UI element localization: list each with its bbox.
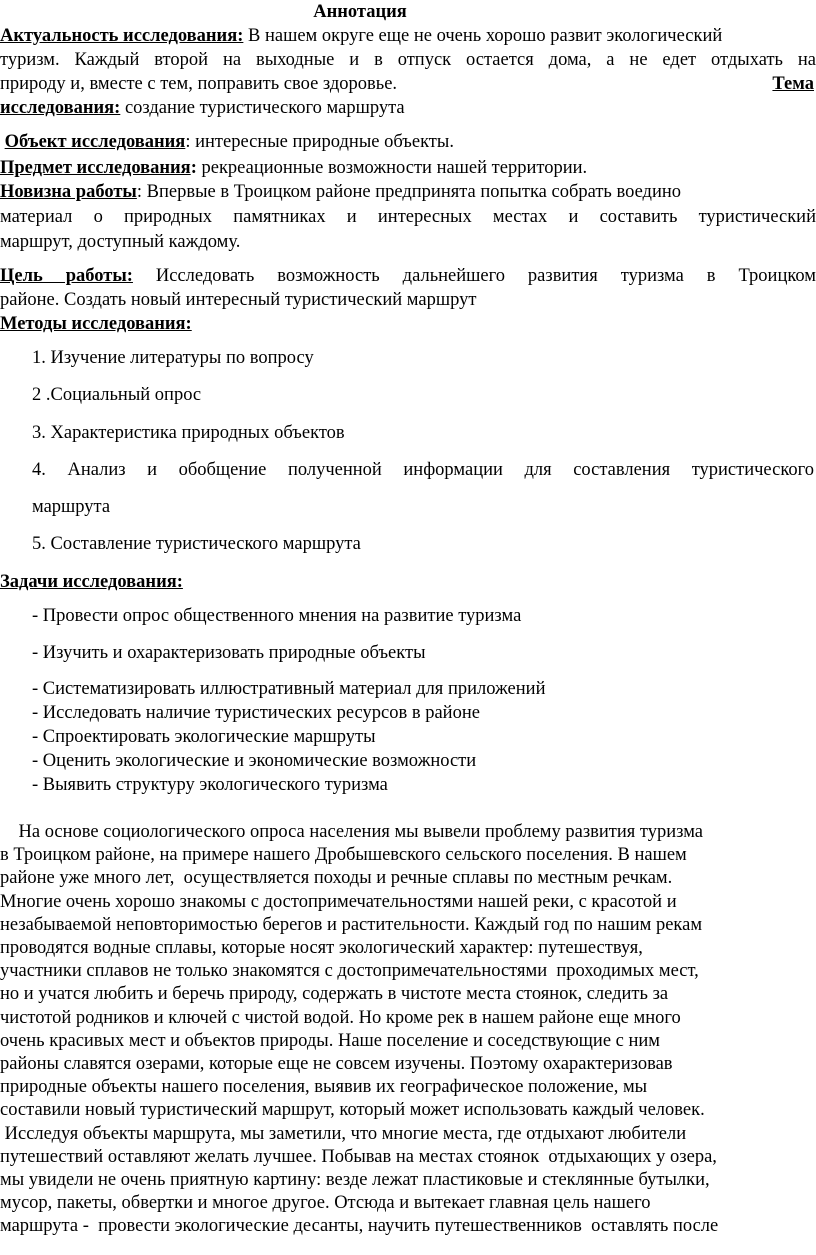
body-line: мусор, пакеты, обвертки и многое другое. Отсюда и вытекает главная цель нашего — [0, 1193, 651, 1214]
task-item: - Провести опрос общественного мнения на развитие туризма — [32, 606, 522, 626]
relevance-label: Актуальность исследования: — [0, 26, 244, 46]
subject-text: рекреационные возможности нашей территории. — [196, 158, 588, 178]
relevance-line-3 — [0, 72, 816, 96]
novelty-line-1 — [0, 180, 816, 204]
method-item: 5. Составление туристического маршрута — [32, 534, 361, 554]
body-line: очень красивых мест и объектов природы. Наше поселение и соседствующие с ним — [0, 1030, 661, 1051]
body-line: чистотой родников и ключей с чистой водой. Но кроме рек в нашем районе еще много — [0, 1007, 681, 1028]
goal-text-1: Исследовать возможность дальнейшего развития туризма в Троицком — [132, 266, 816, 286]
topic-label-part-1: Тема — [772, 74, 814, 94]
task-item: - Выявить структуру экологического туризма — [32, 775, 388, 795]
relevance-line-2: туризм. Каждый второй на выходные и в отпуск остается дома, а не едет отдыхать на — [0, 50, 816, 70]
relevance-text-1: В нашем округе еще не очень хорошо развит экологический — [243, 26, 723, 46]
document-title: Аннотация — [313, 2, 407, 22]
body-line: районы славятся озерами, которые еще не совсем изучены. Поэтому охарактеризовав — [0, 1054, 673, 1074]
methods-heading — [0, 312, 816, 336]
method-item: 4. Анализ и обобщение полученной информации для составления туристического — [32, 460, 814, 480]
topic-line — [0, 96, 816, 120]
novelty-label: Новизна работы — [0, 182, 137, 202]
topic-label-part-2: исследования: — [0, 98, 121, 118]
task-item: - Исследовать наличие туристических ресурсов в районе — [32, 703, 480, 723]
relevance-text-3: природу и, вместе с тем, поправить свое здоровье. — [0, 74, 398, 94]
tasks-heading — [0, 570, 816, 594]
methods-label: Методы исследования: — [0, 314, 192, 334]
method-item-continuation: маршрута — [32, 497, 111, 517]
body-line: районе уже много лет, осуществляется походы и речные сплавы по местным речкам. — [0, 868, 673, 889]
task-item: - Спроектировать экологические маршруты — [32, 727, 376, 747]
body-line: в Троицком районе, на примере нашего Дробышевского сельского поселения. В нашем — [0, 845, 687, 866]
subject-colon: : — [190, 158, 197, 178]
body-line: но и учатся любить и беречь природу, содержать в чистоте места стоянок, следить за — [0, 984, 669, 1005]
goal-line-1 — [0, 264, 816, 288]
task-item: - Оценить экологические и экономические возможности — [32, 751, 477, 771]
method-item: 3. Характеристика природных объектов — [32, 423, 345, 443]
task-item: - Систематизировать иллюстративный материал для приложений — [32, 679, 546, 699]
body-line: путешествий оставляют желать лучшее. Побывав на местах стоянок отдыхающих у озера, — [0, 1146, 717, 1167]
goal-label: Цель работы: — [0, 266, 133, 286]
subject-label: Предмет исследования — [0, 158, 191, 178]
novelty-text-1: : Впервые в Троицком районе предпринята попытка собрать воедино — [136, 182, 682, 202]
body-line: На основе социологического опроса населения мы вывели проблему развития туризма — [0, 822, 703, 842]
topic-text: создание туристического маршрута — [120, 98, 405, 118]
novelty-line-3: маршрут, доступный каждому. — [0, 232, 241, 252]
object-label: Объект исследования — [4, 132, 186, 152]
method-item: 2 .Социальный опрос — [32, 385, 202, 405]
goal-line-2: районе. Создать новый интересный туристический маршрут — [0, 290, 477, 310]
body-line: природные объекты нашего поселения, выявив их географическое положение, мы — [0, 1077, 648, 1098]
body-line: участники сплавов не только знакомятся с достопримечательностями проходимых мест, — [0, 961, 699, 982]
tasks-label: Задачи исследования: — [0, 572, 183, 592]
relevance-line-1 — [0, 24, 816, 48]
body-line: незабываемой неповторимостью берегов и растительности. Каждый год по нашим рекам — [0, 914, 703, 935]
body-line: Многие очень хорошо знакомы с достопримечательностями нашей реки, с красотой и — [0, 891, 677, 912]
object-line — [0, 130, 816, 154]
body-line: мы увидели не очень приятную картину: везде лежат пластиковые и стеклянные бутылки, — [0, 1170, 710, 1190]
subject-line — [0, 156, 816, 180]
novelty-line-2: материал о природных памятниках и интересных местах и составить туристический — [0, 207, 816, 227]
object-text: : интересные природные объекты. — [185, 132, 454, 152]
body-line: составили новый туристический маршрут, который может использовать каждый человек. — [0, 1100, 705, 1121]
task-item: - Изучить и охарактеризовать природные объекты — [32, 643, 426, 663]
body-line: Исследуя объекты маршрута, мы заметили, что многие места, где отдыхают любители — [0, 1123, 687, 1144]
body-line: проводятся водные сплавы, которые носят экологический характер: путешествуя, — [0, 938, 643, 958]
body-line: маршрута - провести экологические десанты, научить путешественников оставлять после — [0, 1216, 719, 1237]
method-item: 1. Изучение литературы по вопросу — [32, 348, 314, 368]
